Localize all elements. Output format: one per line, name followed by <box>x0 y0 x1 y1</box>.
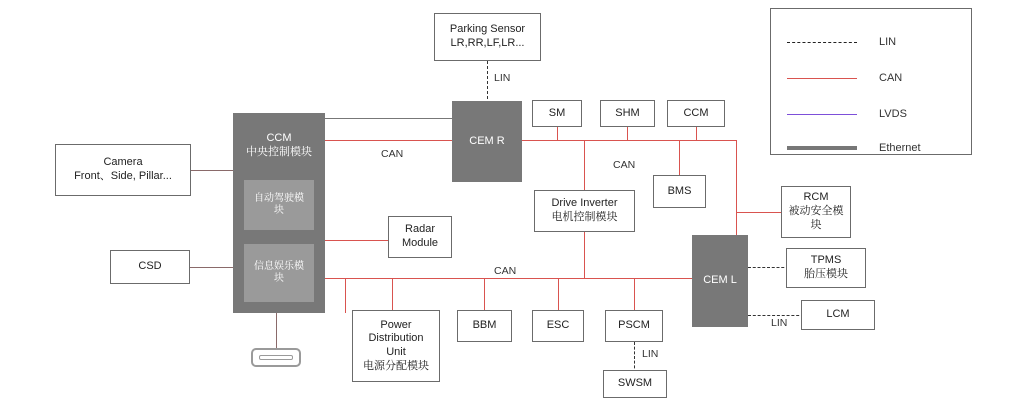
legend-label-can: CAN <box>879 72 903 84</box>
node-tpms-line-0: TPMS <box>810 254 842 267</box>
wire-csd-ccm <box>190 267 235 268</box>
node-pscm[interactable] <box>605 310 663 342</box>
node-ccm-line-0: CCM <box>266 132 292 144</box>
legend-row-can <box>771 69 971 87</box>
node-sm-line-0: SM <box>548 106 566 119</box>
node-ccm-right-line-0: CCM <box>683 106 709 119</box>
legend-line-lvds-icon <box>787 114 857 115</box>
wire-can-ccm-radar <box>324 240 388 241</box>
node-rcm[interactable] <box>781 186 851 238</box>
edge-label-can-ccm-cemr: CAN <box>381 148 404 160</box>
node-esc-line-0: ESC <box>546 319 570 332</box>
node-drive-inverter[interactable] <box>534 190 635 232</box>
node-bbm[interactable] <box>457 310 512 342</box>
node-bms[interactable] <box>653 175 706 208</box>
node-rcm-line-1: 被动安全模 <box>788 205 844 218</box>
legend <box>770 8 972 155</box>
wire-can-ccm-cemr <box>324 140 452 141</box>
node-parking-sensor-line-1: LR,RR,LF,LR... <box>450 37 525 49</box>
node-pdu-line-0: Power <box>380 318 412 331</box>
node-power-distribution-unit[interactable] <box>352 310 440 382</box>
node-cem-l-line-0: CEM L <box>703 274 737 287</box>
node-swsm-line-0: SWSM <box>617 377 653 390</box>
node-drive-inverter-line-1: 电机控制模块 <box>551 211 618 223</box>
wire-can-pscm-drop <box>634 278 635 310</box>
legend-label-lvds: LVDS <box>879 108 907 120</box>
node-camera-line-1: Front、Side, Pillar... <box>74 170 172 182</box>
wire-lin-ceml-lcm <box>748 315 804 316</box>
node-lcm[interactable] <box>801 300 875 330</box>
wire-can-sm-drop <box>557 126 558 141</box>
node-ccm-line-1: 中央控制模块 <box>246 145 312 158</box>
node-camera-line-0: Camera <box>103 156 143 169</box>
node-pscm-line-0: PSCM <box>618 319 650 332</box>
wire-can-esc-drop <box>558 278 559 310</box>
node-ccm-infotainment-module[interactable] <box>244 244 314 302</box>
wire-camera-ccm <box>190 170 235 171</box>
edge-label-lin-parking: LIN <box>494 72 511 84</box>
node-rcm-line-0: RCM <box>803 191 829 204</box>
center-display-screen-icon <box>259 355 293 360</box>
legend-line-ethernet-icon <box>787 146 857 150</box>
node-rcm-line-2: 块 <box>810 218 822 231</box>
node-swsm[interactable] <box>603 370 667 398</box>
node-bbm-line-0: BBM <box>472 319 497 332</box>
node-lcm-line-0: LCM <box>826 308 850 321</box>
node-shm[interactable] <box>600 100 655 127</box>
node-radar-module-line-1: Module <box>401 237 439 249</box>
wire-can-driveinverter-down <box>584 232 585 278</box>
wire-can-right-trunk-down <box>736 140 737 244</box>
wire-can-lower-bus <box>324 278 696 279</box>
node-shm-line-0: SHM <box>615 106 640 119</box>
node-drive-inverter-line-0: Drive Inverter <box>551 197 618 210</box>
node-tpms[interactable] <box>786 248 866 288</box>
legend-row-ethernet <box>771 139 971 157</box>
edge-label-can-lower-bus: CAN <box>494 265 517 277</box>
node-cem-r-line-0: CEM R <box>469 134 505 147</box>
legend-row-lin <box>771 33 971 51</box>
node-parking-sensor[interactable] <box>434 13 541 61</box>
wire-can-bms-drop <box>679 140 680 175</box>
node-cem-l[interactable] <box>692 235 748 327</box>
wire-can-cemr-trunk <box>522 140 736 141</box>
node-bms-line-0: BMS <box>667 184 692 197</box>
node-csd-line-0: CSD <box>138 260 162 273</box>
node-pdu-line-1: Distribution <box>368 332 424 345</box>
legend-label-ethernet: Ethernet <box>879 142 921 154</box>
edge-label-lin-pscm: LIN <box>642 348 659 360</box>
wire-can-pdu-drop <box>392 278 393 310</box>
node-pdu-line-3: 电源分配模块 <box>363 359 429 372</box>
wire-can-rcm <box>736 212 781 213</box>
wire-can-lowerbus-left-riser <box>345 278 346 313</box>
node-pdu-line-2: Unit <box>386 346 406 358</box>
legend-line-can-icon <box>787 78 857 79</box>
edge-label-lin-lcm: LIN <box>771 317 788 329</box>
node-ccm-right[interactable] <box>667 100 725 127</box>
wire-can-shm-drop <box>627 126 628 141</box>
legend-label-lin: LIN <box>879 36 897 48</box>
node-tpms-line-1: 胎压模块 <box>804 268 848 280</box>
wire-can-ccmright-drop <box>696 126 697 141</box>
node-csd[interactable] <box>110 250 190 284</box>
legend-row-lvds <box>771 105 971 123</box>
node-ccm-info-line-0: 信息娱乐模 <box>254 260 304 272</box>
node-esc[interactable] <box>532 310 584 342</box>
node-ccm-autonomous-driving-module[interactable] <box>244 180 314 230</box>
node-cem-r[interactable] <box>452 101 522 182</box>
node-sm[interactable] <box>532 100 582 127</box>
wire-can-driveinverter-up <box>584 140 585 190</box>
wire-lin-pscm-swsm <box>634 342 635 373</box>
wire-can-lowerbus-ceml <box>660 278 696 279</box>
node-radar-module[interactable] <box>388 216 452 258</box>
node-parking-sensor-line-0: Parking Sensor <box>449 23 526 36</box>
legend-line-lin-icon <box>787 42 857 43</box>
wire-can-bbm-drop <box>484 278 485 310</box>
wire-ccm-display <box>276 312 277 348</box>
node-radar-module-line-0: Radar <box>405 223 435 236</box>
node-camera[interactable] <box>55 144 191 196</box>
wire-eth-ccm-cemr <box>324 118 452 119</box>
node-ccm-ad-line-1: 块 <box>274 205 284 216</box>
center-display-icon <box>251 348 301 367</box>
wire-lin-parking-cemr <box>487 61 488 104</box>
node-ccm-ad-line-0: 自动驾驶模 <box>254 192 304 204</box>
edge-label-can-cemr-right: CAN <box>613 159 636 171</box>
node-ccm-info-line-1: 块 <box>274 273 284 284</box>
wire-lin-ceml-tpms <box>748 267 789 268</box>
